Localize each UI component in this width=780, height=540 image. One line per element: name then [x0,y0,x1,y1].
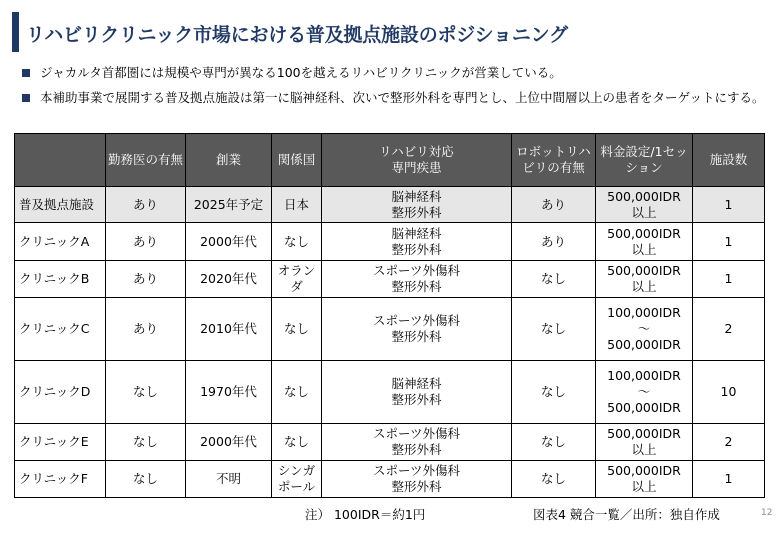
table-cell: スポーツ外傷科 整形外科 [322,461,512,498]
page-number: 12 [761,508,773,518]
table-cell: スポーツ外傷科 整形外科 [322,424,512,461]
row-label-cell: クリニックA [15,223,106,261]
row-label-cell: クリニックF [15,461,106,498]
table-cell: 1 [693,261,765,298]
table-cell: なし [272,424,322,461]
table-cell: 500,000IDR 以上 [596,187,693,223]
table-cell: 日本 [272,187,322,223]
table-cell: 2000年代 [186,424,272,461]
table-cell: 不明 [186,461,272,498]
bullet-list [20,60,765,110]
competitor-table [14,133,765,498]
header-cell: リハビリ対応 専門疾患 [322,134,512,187]
bullet-item [20,60,765,85]
table-cell: あり [512,223,596,261]
table-cell: 100,000IDR ～ 500,000IDR [596,361,693,424]
table-cell: なし [272,298,322,361]
table-row [15,223,765,261]
table-cell: 500,000IDR 以上 [596,223,693,261]
table-cell: あり [106,261,186,298]
header-cell: 勤務医の有無 [106,134,186,187]
title-accent-bar [12,12,19,52]
table-cell: なし [512,261,596,298]
table-row [15,361,765,424]
header-cell [15,134,106,187]
table-row [15,187,765,223]
row-label-cell: クリニックB [15,261,106,298]
table-cell: なし [512,361,596,424]
table-cell: 2020年代 [186,261,272,298]
table-cell: 500,000IDR 以上 [596,424,693,461]
table-cell: なし [106,424,186,461]
square-bullet-icon [22,94,30,102]
table-header-row [15,134,765,187]
table-cell: 500,000IDR 以上 [596,461,693,498]
table-cell: 100,000IDR ～ 500,000IDR [596,298,693,361]
table-cell: 脳神経科 整形外科 [322,223,512,261]
row-label-cell: クリニックD [15,361,106,424]
table-cell: あり [106,223,186,261]
table-row [15,298,765,361]
page-title: リハビリクリニック市場における普及拠点施設のポジショニング [26,24,568,46]
table-cell: なし [106,461,186,498]
header-cell: 料金設定/1セッション [596,134,693,187]
table-cell: あり [106,187,186,223]
table-cell: スポーツ外傷科 整形外科 [322,261,512,298]
table-cell: なし [106,361,186,424]
table-row [15,261,765,298]
table-cell: 2 [693,298,765,361]
figure-caption: 図表4 競合一覧／出所：独自作成 [533,507,720,522]
table-cell: シンガポール [272,461,322,498]
table-cell: 2000年代 [186,223,272,261]
bullet-text: ジャカルタ首都圏には規模や専門が異なる100を越えるリハビリクリニックが営業している。 [40,65,562,80]
table-cell: なし [512,298,596,361]
table-cell: あり [106,298,186,361]
table-cell: スポーツ外傷科 整形外科 [322,298,512,361]
table-cell: 1 [693,187,765,223]
row-label-cell: 普及拠点施設 [15,187,106,223]
table-row [15,424,765,461]
table-cell: 1 [693,223,765,261]
table-cell: 10 [693,361,765,424]
table-cell: 500,000IDR 以上 [596,261,693,298]
header-cell: 創業 [186,134,272,187]
header-cell: ロボットリハビリの有無 [512,134,596,187]
table-cell: なし [512,424,596,461]
table-cell: オランダ [272,261,322,298]
table-cell: 1 [693,461,765,498]
header-cell: 施設数 [693,134,765,187]
footnote: 注） 100IDR＝約1円 [305,507,426,522]
square-bullet-icon [22,69,30,77]
table-cell: 2 [693,424,765,461]
table-row [15,461,765,498]
row-label-cell: クリニックC [15,298,106,361]
table-cell: あり [512,187,596,223]
table-cell: 2010年代 [186,298,272,361]
row-label-cell: クリニックE [15,424,106,461]
table-cell: 2025年予定 [186,187,272,223]
bullet-item [20,85,765,110]
table-cell: 脳神経科 整形外科 [322,361,512,424]
table-cell: なし [512,461,596,498]
table-cell: なし [272,361,322,424]
header-cell: 関係国 [272,134,322,187]
table-cell: なし [272,223,322,261]
table-cell: 1970年代 [186,361,272,424]
table-cell: 脳神経科 整形外科 [322,187,512,223]
bullet-text: 本補助事業で展開する普及拠点施設は第一に脳神経科、次いで整形外科を専門とし、上位中間層以上の患者をターゲットにする。 [40,90,765,105]
